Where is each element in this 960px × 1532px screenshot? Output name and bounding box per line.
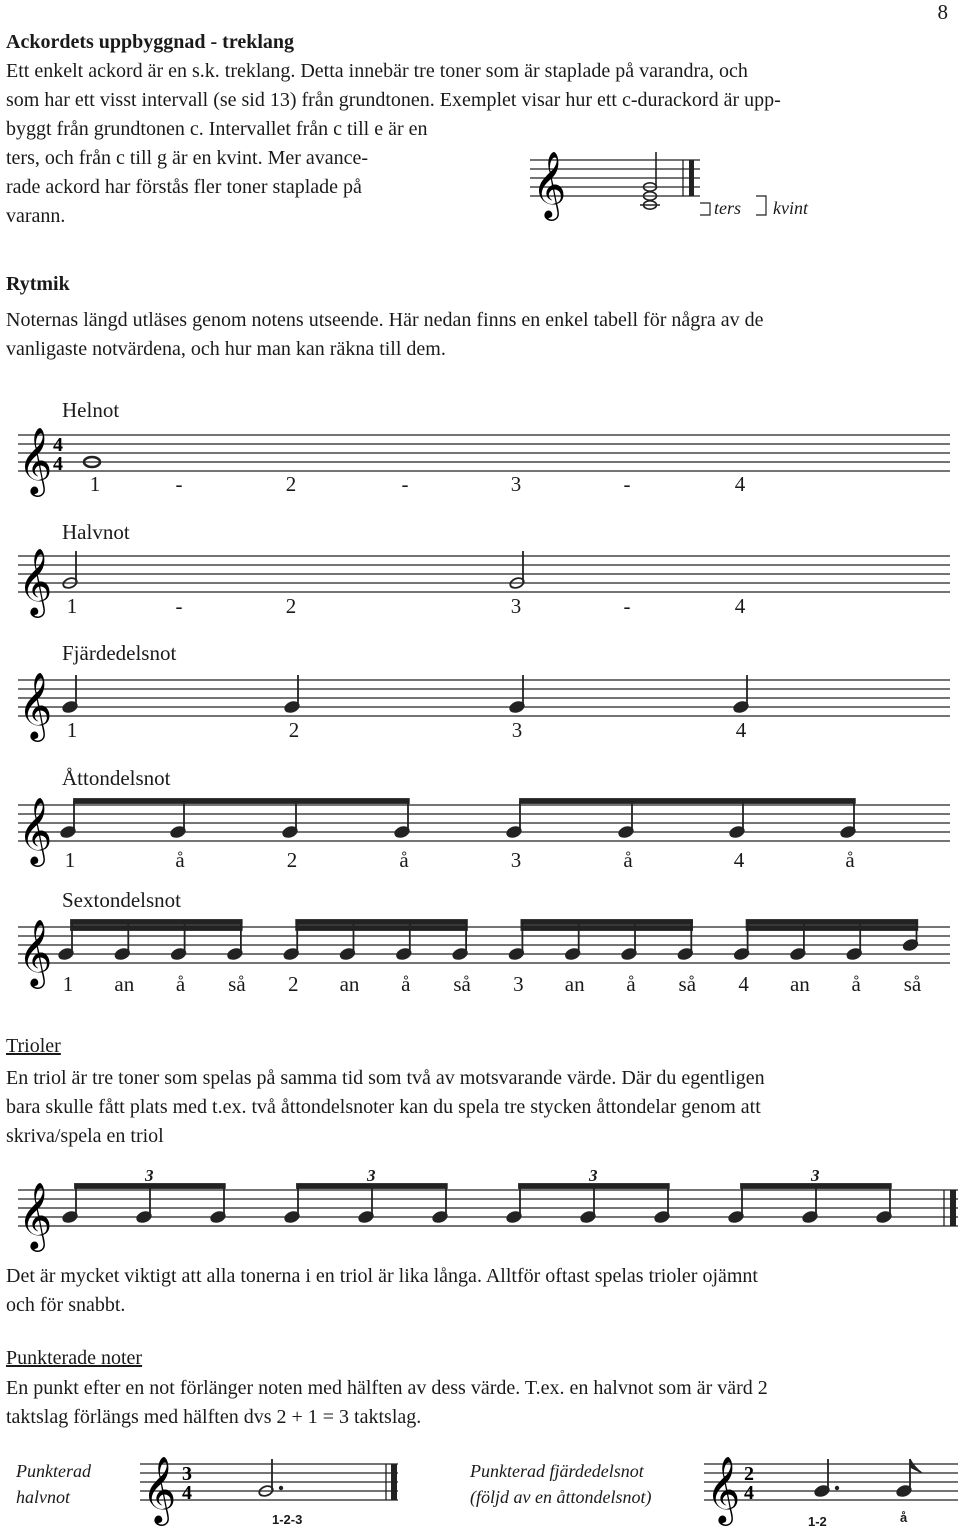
- count-label: så: [453, 972, 471, 996]
- eighth-note: [282, 801, 298, 839]
- triplet-eighth-note: [210, 1187, 226, 1224]
- triplets-line: skriva/spela en triol: [6, 1125, 164, 1147]
- treble-clef-icon: 𝄞: [142, 1455, 177, 1523]
- rhythm-line: vanligaste notvärdena, och hur man kan räkna till dem.: [6, 338, 446, 360]
- eighth-count: å: [900, 1510, 908, 1525]
- triplet-eighth-note: [802, 1187, 818, 1224]
- half-note: [62, 551, 78, 590]
- quarter-note: [509, 675, 525, 714]
- chord-line: ters, och från c till g är en kvint. Mer avance-: [6, 147, 369, 169]
- triplets-after-body: [6, 1262, 946, 1320]
- triplet-eighth-note: [62, 1187, 78, 1224]
- beam: [71, 920, 242, 924]
- count-label: å: [175, 972, 186, 996]
- dotted-section-body: [6, 1374, 946, 1432]
- beam: [521, 926, 692, 930]
- count-label: an: [564, 972, 585, 996]
- triplet-eighth-note: [654, 1187, 670, 1224]
- chord-example-staff: [0, 0, 960, 260]
- time-signature-top: 4: [53, 434, 63, 456]
- quarter-note: [62, 675, 78, 714]
- beam: [520, 799, 855, 803]
- chord-section-title: Ackordets uppbyggnad - treklang: [6, 31, 295, 53]
- time-signature-top: 3: [182, 1463, 192, 1485]
- kvint-label: kvint: [773, 198, 808, 218]
- ters-label: ters: [714, 198, 741, 218]
- triplets-section-title: Trioler: [6, 1035, 61, 1057]
- beam: [74, 799, 409, 803]
- dotted-line: taktslag förlängs med hälften dvs 2 + 1 = 3 taktslag.: [6, 1406, 422, 1428]
- row-label-sextondelsnot: Sextondelsnot: [62, 888, 181, 912]
- time-signature-bottom: 4: [744, 1482, 754, 1504]
- triplets-line: En triol är tre toner som spelas på samma tid som två av motsvarande värde. Där du egentligen: [6, 1067, 765, 1089]
- triplets-section-body: [6, 1064, 946, 1151]
- page-number: 8: [937, 0, 948, 24]
- count-label: an: [339, 972, 360, 996]
- rhythm-line: Noternas längd utläses genom notens utseende. Här nedan finns en enkel tabell för några av de: [6, 309, 764, 331]
- treble-clef-icon: 𝄞: [532, 150, 567, 218]
- dotted-quarter-label: Punkterad fjärdedelsnot (följd av en åttondelsnot): [470, 1461, 652, 1507]
- staff-whole-note: [0, 425, 960, 505]
- dotted-quarter-note: [814, 1459, 830, 1498]
- beam: [747, 926, 918, 930]
- eighth-note: [618, 801, 634, 839]
- row-label-fjardedelsnot: Fjärdedelsnot: [62, 641, 177, 665]
- row-label-helnot: Helnot: [62, 398, 120, 422]
- chord-line: som har ett visst intervall (se sid 13) från grundtonen. Exemplet visar hur ett c-durackord är upp-: [6, 89, 781, 111]
- triplet-eighth-note: [580, 1187, 596, 1224]
- time-signature-bottom: 4: [182, 1482, 192, 1504]
- chord-line: byggt från grundtonen c. Intervallet från c till e är en: [6, 118, 428, 140]
- triplet-number: 3: [811, 1166, 820, 1185]
- treble-clef-icon: 𝄞: [706, 1455, 741, 1523]
- eighth-note: [394, 801, 410, 839]
- chord-line: varann.: [6, 205, 66, 227]
- count-label: å: [851, 972, 861, 996]
- triplet-eighth-note: [728, 1187, 744, 1224]
- dotted-half-note: [258, 1459, 274, 1498]
- treble-clef-icon: 𝄞: [18, 671, 53, 739]
- row-label-attondelsnot: Åttondelsnot: [62, 766, 171, 790]
- eighth-note: [896, 1459, 922, 1498]
- treble-clef-icon: 𝄞: [18, 1181, 53, 1249]
- treble-clef-icon: 𝄞: [18, 547, 53, 615]
- chord-line: rade ackord har förstås fler toner staplade på: [6, 176, 362, 198]
- staff-eighth-notes: [0, 795, 960, 875]
- dotted-line: En punkt efter en not förlänger noten med hälften av dess värde. T.ex. en halvnot som är värd 2: [6, 1377, 768, 1399]
- count-label: så: [228, 972, 246, 996]
- count-label: an: [789, 972, 810, 996]
- chord-line: Ett enkelt ackord är en s.k. treklang. Detta innebär tre toner som är staplade på varandra, och: [6, 60, 748, 82]
- triplet-eighth-note: [432, 1187, 448, 1224]
- row-label-halvnot: Halvnot: [62, 520, 130, 544]
- staff-dotted-quarter: [700, 1452, 960, 1532]
- rhythm-section-body: [6, 306, 946, 364]
- rhythm-section-title: Rytmik: [6, 273, 70, 295]
- eighth-note: [506, 801, 522, 839]
- count-label: så: [678, 972, 697, 996]
- dotted-quarter-count: 1-2: [808, 1514, 827, 1529]
- count-label: 3: [513, 972, 524, 996]
- staff-dotted-half: [0, 1452, 420, 1532]
- half-note: [509, 551, 525, 590]
- eighth-note: [60, 801, 76, 839]
- eighth-note: [729, 801, 745, 839]
- triplets-line: bara skulle fått plats med t.ex. två åttondelsnoter kan du spela tre stycken åttondelar genom att: [6, 1096, 761, 1118]
- triplets-after-line: Det är mycket viktigt att alla tonerna i en triol är lika långa. Alltför oftast spelas trioler ojämnt: [6, 1265, 758, 1287]
- beam: [71, 926, 242, 930]
- count-label: an: [114, 972, 135, 996]
- eighth-note: [840, 801, 856, 839]
- count-label: 1: [62, 972, 74, 996]
- quarter-note: [284, 675, 300, 714]
- eighth-note: [170, 801, 186, 839]
- staff-half-notes: [0, 546, 960, 626]
- count-label: så: [903, 972, 922, 996]
- triplet-eighth-note: [358, 1187, 374, 1224]
- beam: [296, 926, 467, 930]
- triplet-eighth-note: [876, 1187, 892, 1224]
- beam: [521, 920, 692, 924]
- triplet-number: 3: [589, 1166, 598, 1185]
- beam: [747, 920, 918, 924]
- quarter-note: [733, 675, 749, 714]
- triplet-eighth-note: [136, 1187, 152, 1224]
- count-label: 4: [738, 972, 749, 996]
- triplet-eighth-note: [506, 1187, 522, 1224]
- treble-clef-icon: 𝄞: [18, 426, 53, 494]
- staff-quarter-notes: [0, 670, 960, 750]
- triplet-eighth-note: [284, 1187, 300, 1224]
- count-label: 2: [287, 972, 299, 996]
- triplet-number: 3: [145, 1166, 154, 1185]
- dotted-half-count: 1-2-3: [272, 1512, 303, 1527]
- dotted-section-title: Punkterade noter: [6, 1347, 143, 1369]
- count-label: å: [401, 972, 411, 996]
- treble-clef-icon: 𝄞: [18, 918, 53, 986]
- beam: [296, 920, 467, 924]
- dot: [279, 1486, 283, 1490]
- time-signature-bottom: 4: [53, 453, 63, 475]
- treble-clef-icon: 𝄞: [18, 796, 53, 864]
- count-label: å: [626, 972, 636, 996]
- dotted-half-label: Punkterad halvnot: [16, 1461, 91, 1507]
- dot: [835, 1486, 839, 1490]
- staff-sixteenth-notes: [0, 917, 960, 997]
- triplets-after-line: och för snabbt.: [6, 1294, 126, 1316]
- triplet-number: 3: [367, 1166, 376, 1185]
- time-signature-top: 2: [744, 1463, 754, 1485]
